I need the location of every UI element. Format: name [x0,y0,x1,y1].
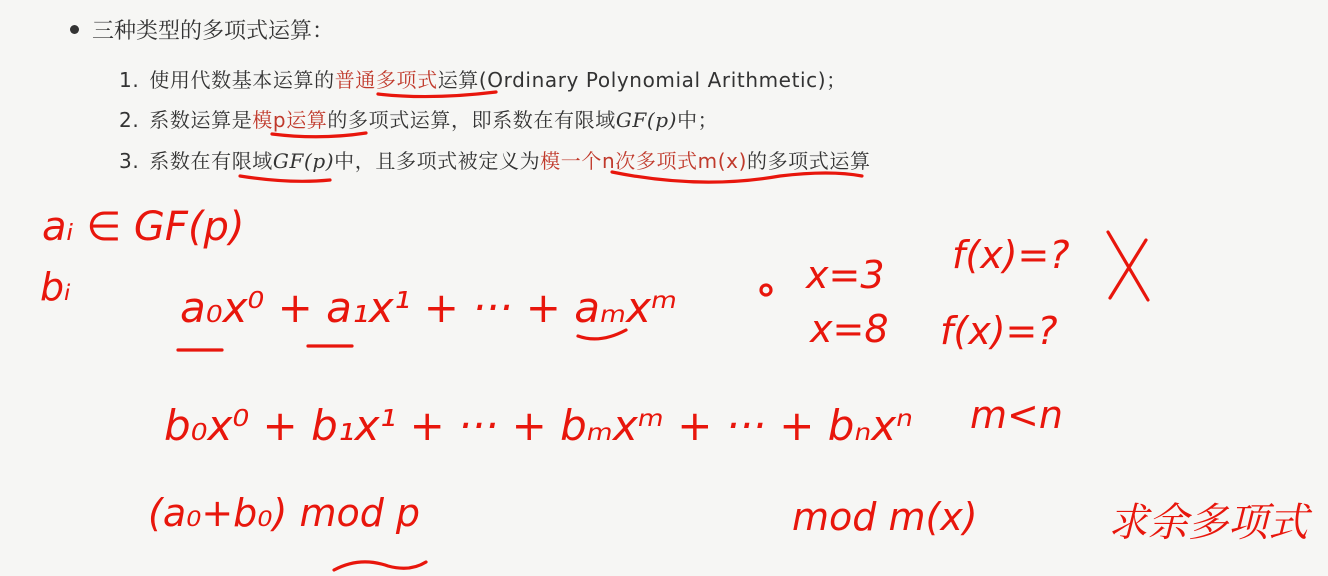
list-item-1: 1. 使用代数基本运算的普通多项式运算(Ordinary Polynomial Arithmetic)； [119,68,847,92]
note-mod-mx: mod m(x) [792,495,978,539]
gf-p-math: GF(p) [615,108,678,132]
emphasis-mod-p: 模p运算 [252,108,328,132]
note-remainder: 求余多项式 [1108,500,1308,546]
note-poly-a: a₀x⁰ + a₁x¹ + ··· + aₘxᵐ [180,283,678,332]
note-poly-b: b₀x⁰ + b₁x¹ + ··· + bₘxᵐ + ··· + bₙxⁿ [164,401,913,450]
note-coeff-domain: aᵢ ∈ GF(p) [42,204,245,250]
underline-mod-mx [612,172,862,182]
underline-mod-p-note [334,562,426,570]
dot-mark [761,285,771,295]
note-fx2: f(x)=? [940,309,1058,353]
list-item-3: 3. 系数在有限域GF(p)中，且多项式被定义为模一个n次多项式m(x)的多项式运算 [119,149,871,173]
note-x8: x=8 [810,307,889,351]
note-mod-p: (a₀+b₀) mod p [148,491,421,535]
underline-ordinary [378,92,496,97]
emphasis-mod-mx: 模一个n次多项式m(x) [540,149,747,173]
note-x3: x=3 [806,253,885,297]
gf-p-math: GF(p) [272,149,335,173]
note-m-less-n: m<n [970,393,1063,437]
list-item-2: 2. 系数运算是模p运算的多项式运算，即系数在有限域GF(p)中； [119,108,719,132]
emphasis-ordinary: 普通多项式 [334,68,438,92]
heading-text: 三种类型的多项式运算： [92,19,335,44]
underline-gf-p [240,176,330,181]
cross-mark [1108,232,1148,300]
note-b-label: bᵢ [40,265,71,309]
note-fx1: f(x)=? [952,233,1070,277]
underline-mod-p [272,133,366,137]
